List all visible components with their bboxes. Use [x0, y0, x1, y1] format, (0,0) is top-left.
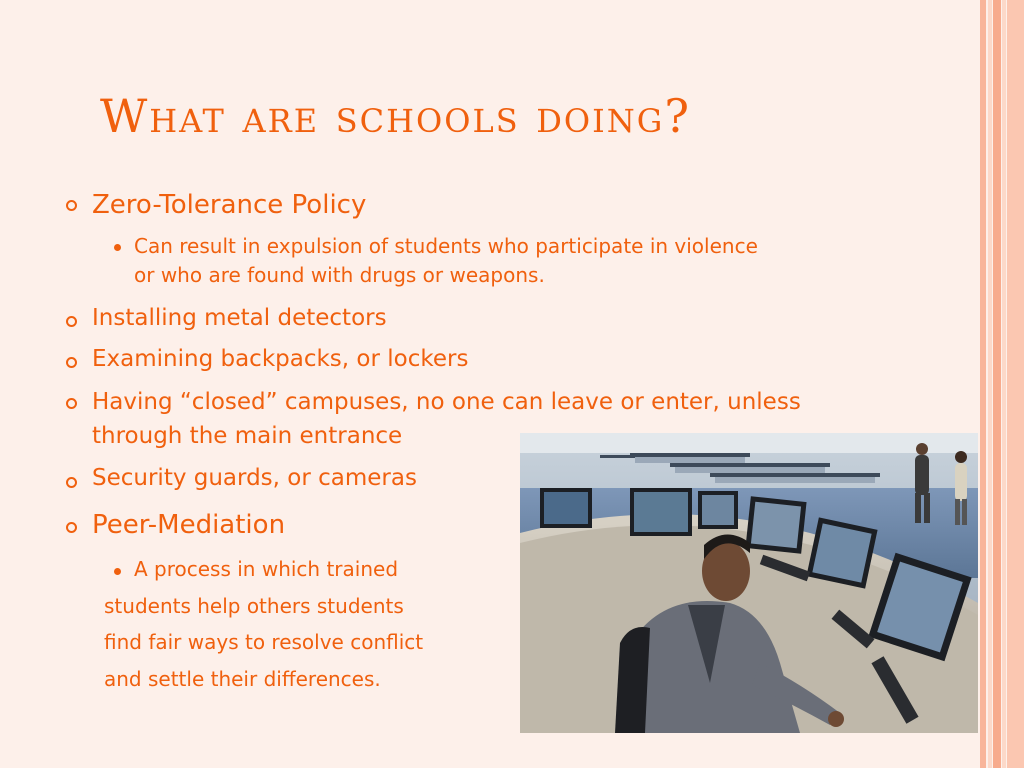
bullet-circle-icon	[66, 398, 77, 409]
sub-bullet-expulsion: Can result in expulsion of students who participate in violence	[134, 234, 758, 258]
sub-bullet-process-line: and settle their differences.	[104, 667, 381, 691]
bullet-peer-mediation: Peer-Mediation	[92, 510, 286, 540]
sub-bullet-expulsion-cont: or who are found with drugs or weapons.	[134, 263, 545, 287]
bullet-backpacks: Examining backpacks, or lockers	[92, 346, 469, 372]
bullet-zero-tolerance: Zero-Tolerance Policy	[92, 190, 367, 220]
sub-bullet-process-line: find fair ways to resolve conflict	[104, 630, 424, 654]
slide-title: What are schools doing?	[100, 89, 692, 143]
bullet-closed-campuses: Having “closed” campuses, no one can leave or enter, unless	[92, 389, 801, 415]
bullet-dot-icon	[114, 568, 121, 575]
bullet-circle-icon	[66, 477, 77, 488]
bullet-security-guards: Security guards, or cameras	[92, 465, 417, 491]
bullet-circle-icon	[66, 522, 77, 533]
bullet-circle-icon	[66, 316, 77, 327]
bullet-dot-icon	[114, 244, 121, 251]
sub-bullet-process: A process in which trained	[134, 557, 399, 581]
bullet-closed-campuses-cont: through the main entrance	[92, 423, 403, 449]
bullet-metal-detectors: Installing metal detectors	[92, 305, 387, 331]
bullet-circle-icon	[66, 357, 77, 368]
security-control-room-photo	[520, 433, 978, 733]
sub-bullet-process-line: students help others students	[104, 594, 404, 618]
bullet-circle-icon	[66, 200, 77, 211]
